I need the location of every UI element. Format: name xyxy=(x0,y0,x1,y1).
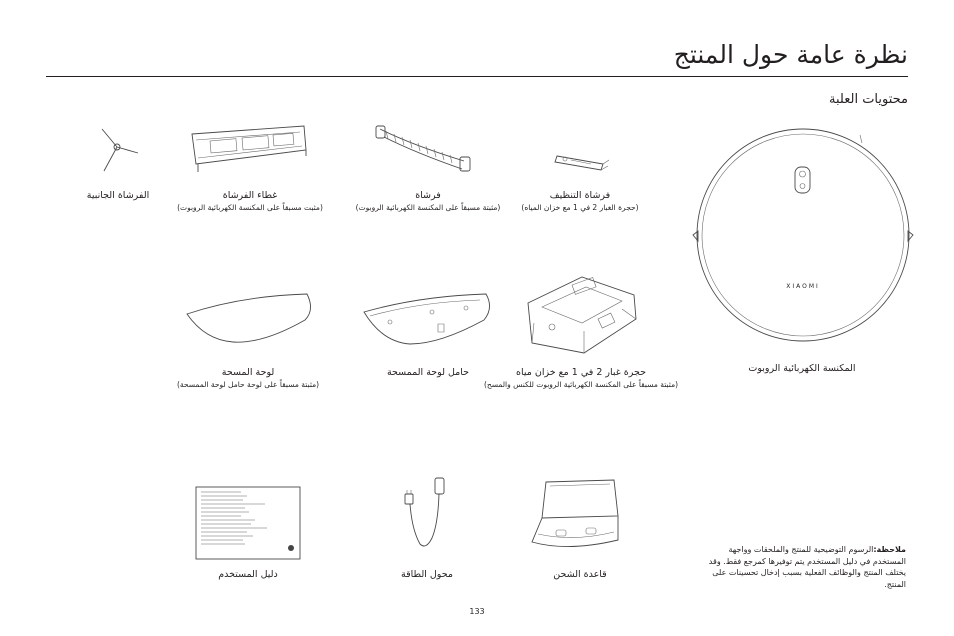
item-name: المكنسة الكهربائية الروبوت xyxy=(748,363,856,374)
item-name: قاعدة الشحن xyxy=(553,569,607,580)
note-label: ملاحظة: xyxy=(873,545,906,554)
disclaimer-note xyxy=(701,544,906,590)
mop-holder-illustration xyxy=(360,290,496,350)
item-note: (مثبتة مسبقاً على المكنسة الكهربائية الروبوت للكنس والمسح) xyxy=(483,380,679,389)
charging-dock-illustration xyxy=(528,474,626,554)
item-cleaning-brush xyxy=(506,189,654,213)
page-title: نظرة عامة حول المنتج xyxy=(673,40,908,69)
dustbin-tank-illustration xyxy=(522,273,642,357)
item-dustbin-tank xyxy=(466,366,696,390)
item-name: دليل المستخدم xyxy=(218,569,278,580)
item-robot-vacuum xyxy=(712,362,892,375)
item-user-manual xyxy=(200,568,296,581)
item-name: حجرة غبار 2 في 1 مع خزان مياه xyxy=(516,367,646,378)
note-text: الرسوم التوضيحية للمنتج والملحقات وواجهة المستخدم في دليل المستخدم يتم توفيرها كمرجع فقط. وقد يختلف المنتج والوظائف الفعلية بسبب إدخال تحسينات على المنتج. xyxy=(708,545,906,589)
item-mop-pad xyxy=(168,366,328,390)
page-number: 133 xyxy=(469,607,485,616)
item-note: (مثبت مسبقاً على المكنسة الكهربائية الروبوت) xyxy=(177,203,323,212)
item-note: (حجرة الغبار 2 في 1 مع خزان المياه) xyxy=(521,203,639,212)
title-divider xyxy=(46,76,908,77)
item-charging-dock xyxy=(532,568,628,581)
item-power-adapter xyxy=(382,568,472,581)
brush-cover-illustration xyxy=(188,120,310,175)
user-manual-illustration xyxy=(195,486,301,560)
item-name: غطاء الفرشاة xyxy=(222,190,278,201)
item-side-brush xyxy=(72,189,164,202)
item-name: محول الطاقة xyxy=(401,569,453,580)
cleaning-brush-illustration xyxy=(553,148,611,172)
mop-pad-illustration xyxy=(183,290,317,346)
side-brush-illustration xyxy=(92,125,144,175)
robot-vacuum-illustration xyxy=(692,123,914,348)
main-brush-illustration xyxy=(372,123,476,175)
section-heading: محتويات العلبة xyxy=(829,92,908,107)
item-name: فرشاة xyxy=(415,190,441,201)
power-adapter-illustration xyxy=(398,474,450,552)
item-name: فرشاة التنظيف xyxy=(549,190,611,201)
robot-brand-label: XIAOMI xyxy=(786,283,820,290)
item-brush-cover xyxy=(160,189,340,213)
item-name: الفرشاة الجانبية xyxy=(86,190,150,201)
item-main-brush xyxy=(340,189,516,213)
item-name: لوحة المسحة xyxy=(221,367,275,378)
item-note: (مثبتة مسبقاً على المكنسة الكهربائية الروبوت) xyxy=(355,203,501,212)
item-name: حامل لوحة الممسحة xyxy=(386,367,470,378)
item-note: (مثبتة مسبقاً على لوحة حامل لوحة الممسحة) xyxy=(176,380,320,389)
